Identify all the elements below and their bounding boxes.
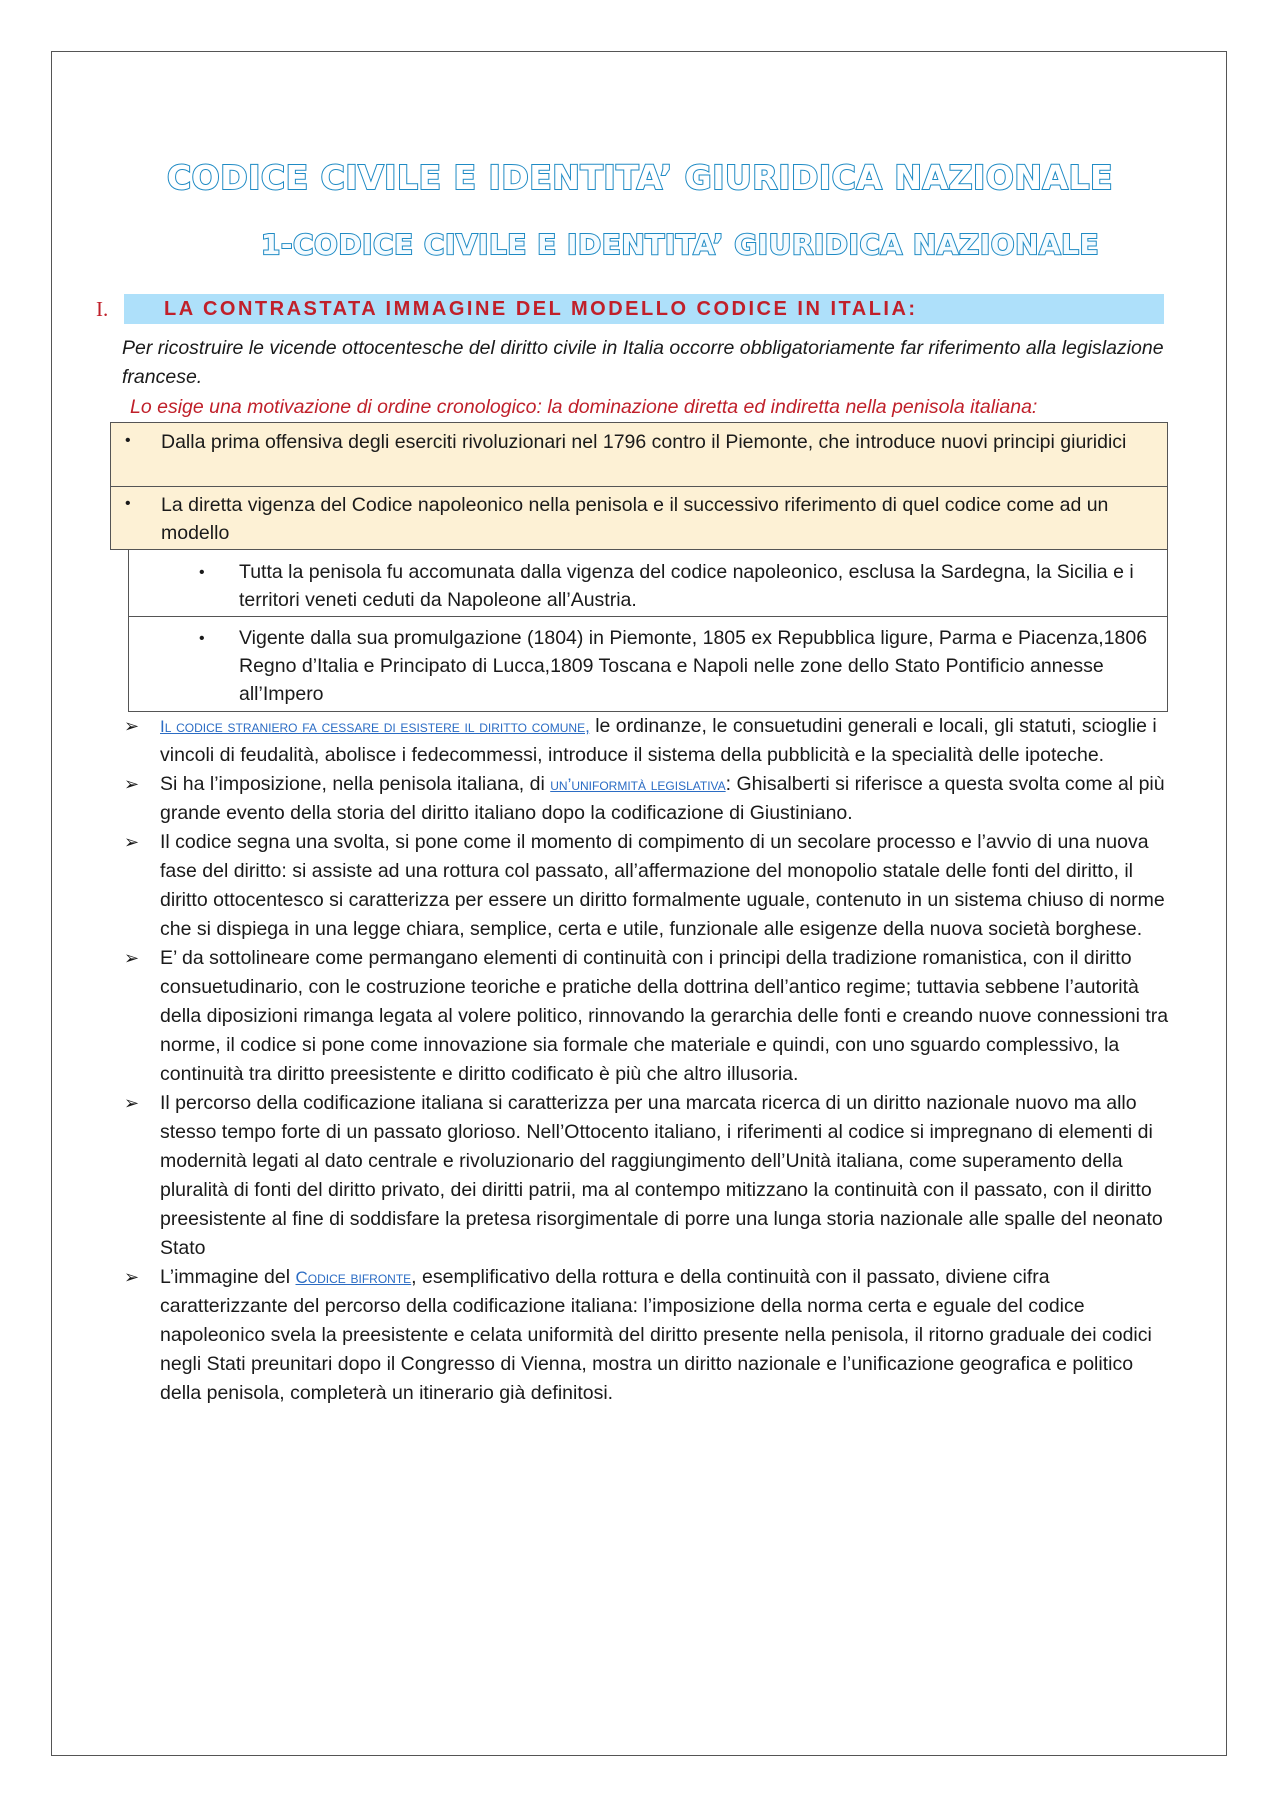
arrow-list-item [122,1263,1172,1408]
document-title: CODICE CIVILE E IDENTITA’ GIURIDICA NAZIONALE [166,158,1114,197]
bullet-icon: • [199,630,205,647]
arrow-item-text: : Ghisalberti si riferisce a questa svolta come al più grande evento della storia del diritto italiano dopo la codificazione di Giustiniano. [160,773,1165,824]
document-subtitle: 1-CODICE CIVILE E IDENTITA’ GIURIDICA NAZIONALE [260,228,1100,261]
bullet-icon: • [125,495,131,512]
arrow-item-text: Il percorso della codificazione italiana si caratterizza per una marcata ricerca di un diritto nazionale nuovo ma allo stesso tempo forte di un passato glorioso. Nell’Ottocento italiano, i riferimenti al codice si impregnano di elementi di modernità legati al dato centrale e rivoluzionario del raggiungimento dell’Unità italiana, come superamento della pluralità di fonti del diritto privato, dei diritti patrii, ma al contempo mitizzano la continuità con il passato, con il diritto preesistente al fine di soddisfare la pretesa risorgimentale di porre una lunga storia nazionale alle spalle del neonato Stato [160,1092,1163,1259]
sub-item-row [129,616,1167,710]
inline-link[interactable]: un’uniformità legislativa [550,775,726,794]
arrow-item-text: E’ da sottolineare come permangano elementi di continuità con i principi della tradizione romanistica, con il diritto consuetudinario, con le costruzione teoriche e pratiche della dottrina dell’antico regime; tuttavia sebbene l’autorità della diposizioni rimanga legata al volere politico, rinnovando la gerarchia delle fonti e creando nuove connessioni tra norme, il codice si pone come innovazione sia formale che materiale e quindi, con uno sguardo complessivo, la continuità tra diritto preesistente e diritto codificato è più che altro illusoria. [160,947,1169,1085]
section-heading [96,294,1164,324]
arrow-bullet-icon: ➢ [124,1093,140,1113]
arrow-item-text: , esemplificativo della rottura e della continuità con il passato, diviene cifra caratterizzante del percorso della codificazione italiana: l’imposizione della norma certa e eguale del codice napoleonico svela la preesistente e celata uniformità del diritto presente nella penisola, il ritorno graduale dei codici negli Stati preunitari dopo il Congresso di Vienna, mostra un diritto nazionale e l’unificazione geografica e politico della penisola, completerà un itinerario già definitosi. [160,1266,1152,1404]
highlight-row [111,486,1167,549]
highlight-table [110,422,1168,550]
inline-link[interactable]: Codice bifronte [295,1268,412,1287]
sub-item: Tutta la penisola fu accomunata dalla vigenza del codice napoleonico, esclusa la Sardegna, la Sicilia e i territori veneti ceduti da Napoleone all’Austria. [239,561,1134,611]
sub-item: Vigente dalla sua promulgazione (1804) in Piemonte, 1805 ex Repubblica ligure, Parma e Piacenza,1806 Regno d’Italia e Principato di Lucca,1809 Toscana e Napoli nelle zone dello Stato Pontificio annesse all’Impero [239,627,1148,705]
arrow-list-item [122,1089,1172,1263]
arrow-bullet-icon: ➢ [124,948,140,968]
arrow-list-item [122,712,1172,770]
highlight-row [111,423,1167,487]
bullet-icon: • [199,564,205,581]
arrow-list-item [122,944,1172,1089]
sub-item-row [129,550,1167,617]
highlight-item: La diretta vigenza del Codice napoleonico nella penisola e il successivo riferimento di quel codice come ad un modello [161,494,1109,544]
motivation-line: Lo esige una motivazione di ordine cronologico: la dominazione diretta ed indiretta nella penisola italiana: [130,396,1038,418]
sub-items-table [128,550,1168,712]
arrow-bullet-icon: ➢ [124,1267,140,1287]
highlight-item: Dalla prima offensiva degli eserciti rivoluzionari nel 1796 contro il Piemonte, che introduce nuovi principi giuridici [161,431,1127,453]
arrow-bullet-icon: ➢ [124,716,140,736]
arrow-item-text: L’immagine del [160,1266,296,1288]
intro-paragraph: Per ricostruire le vicende ottocentesche del diritto civile in Italia occorre obbligatoriamente far riferimento alla legislazione francese. [122,337,1164,388]
arrow-item-text: Il codice segna una svolta, si pone come il momento di compimento di un secolare processo e l’avvio di una nuova fase del diritto: si assiste ad una rottura col passato, all’affermazione del monopolio statale delle fonti del diritto, il diritto ottocentesco si caratterizza per essere un diritto formalmente uguale, contenuto in un sistema chiuso di norme che si dispiega in una legge chiara, semplice, certa e utile, funzionale alle esigenze della nuova società borghese. [160,831,1165,940]
arrow-bullet-icon: ➢ [124,774,140,794]
bullet-icon: • [125,432,131,449]
arrow-bullet-icon: ➢ [124,832,140,852]
section-heading-text: LA CONTRASTATA IMMAGINE DEL MODELLO CODICE IN ITALIA: [124,294,1164,324]
arrow-list-item [122,770,1172,828]
section-number: I. [96,296,109,321]
arrow-list-item [122,828,1172,944]
arrow-item-text: Si ha l’imposizione, nella penisola italiana, di [160,773,551,795]
inline-link[interactable]: Il codice straniero fa cessare di esistere il diritto comune, [160,717,590,736]
arrow-item-text: le ordinanze, le consuetudini generali e locali, gli statuti, scioglie i vincoli di feudalità, abolisce i fedecommessi, introduce il sistema della pubblicità e la specialità delle ipoteche. [160,715,1157,766]
arrow-list [122,712,1172,1408]
